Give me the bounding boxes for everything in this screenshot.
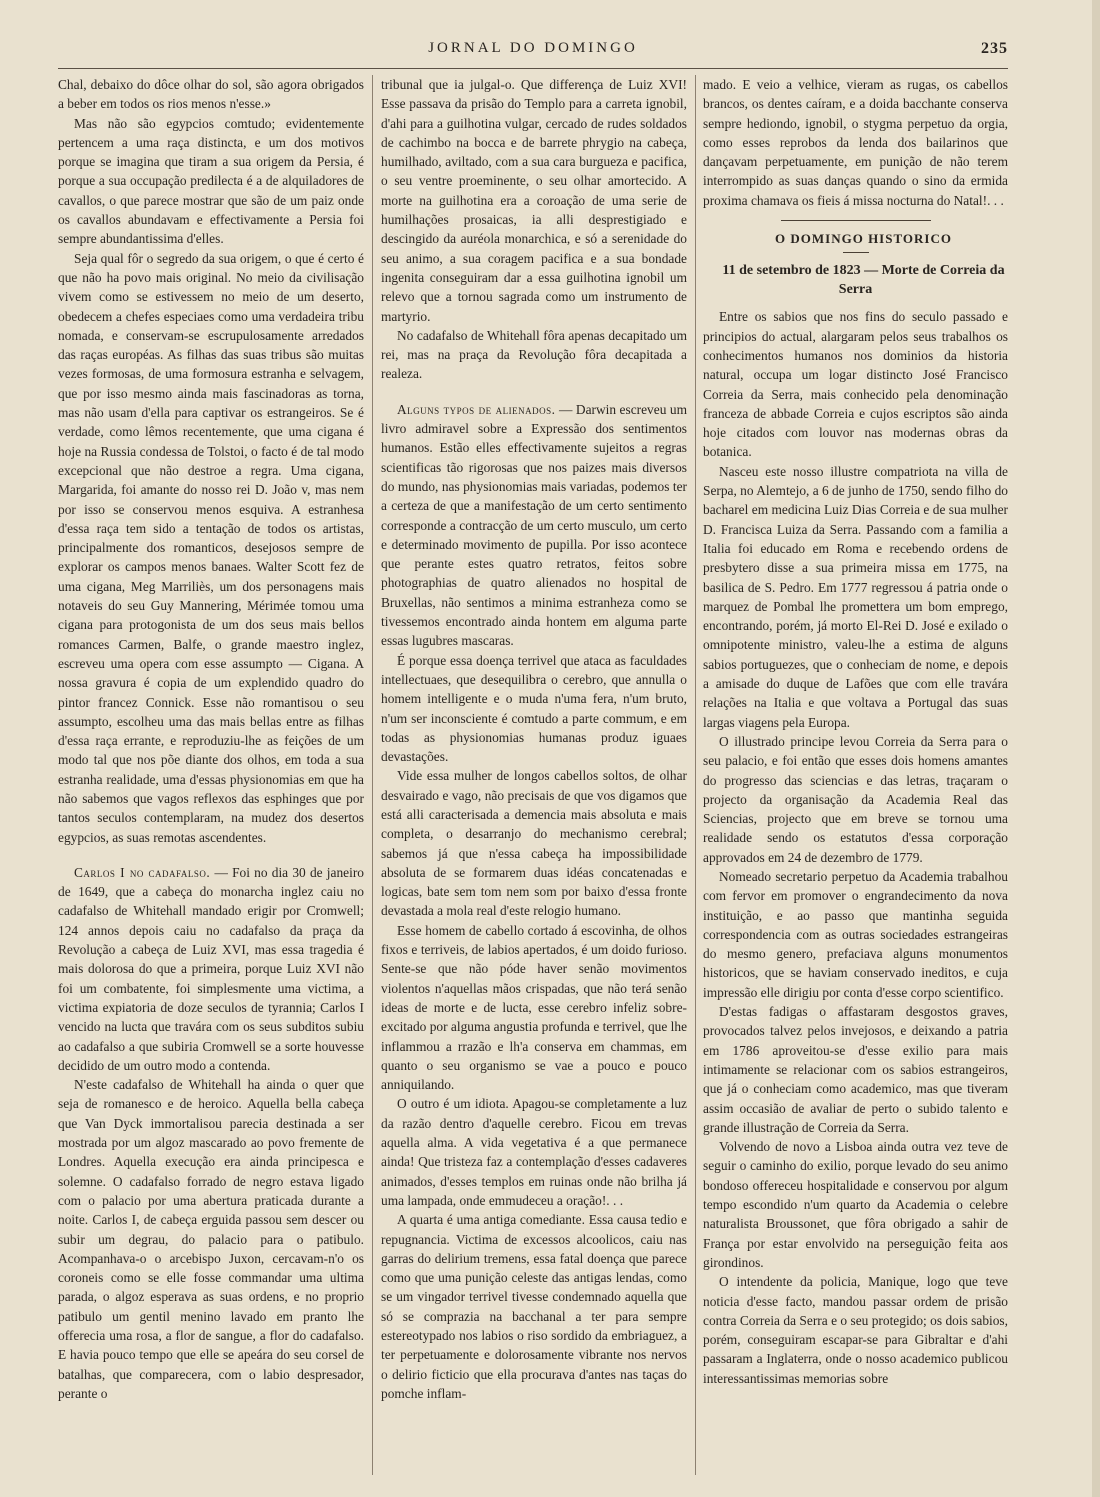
paragraph: D'estas fadigas o affastaram desgostos graves, provocados talvez pelos invejosos, e deixando a patria em 1786 aproveitou-se d'esse exilio para mais intimamente se relacionar com os sabios estrangeiros, que já o conheciam como academico, mas que tiveram assim occasião de avaliar de perto o subido talento e grande illustração de Correia da Serra.: [703, 1004, 1008, 1135]
column-divider: [695, 75, 696, 1475]
paragraph: Seja qual fôr o segredo da sua origem, o que é certo é que não ha povo mais original. No meio da civilisação vivem como se estivessem no meio de um deserto, obedecem a chefes especiaes como uma verdadeira tribu nomada, e conservam-se escrupulosamente arredados das raças européas. As filhas das suas tribus são muitas vezes formosas, de uma formosura estranha e selvagem, que por isso mesmo ainda mais fascinadoras as torna, mas não usam d'ella para captivar os estrangeiros. Se é verdade, como lêmos recentemente, que uma cigana é hoje na Russia condessa de Tolstoi, o facto é de tal modo excepcional que não destroe a regra. Uma cigana, Margarida, foi amante do nosso rei D. João v, mas nem por isso se conservou menos esquiva. A estranhesa d'essa raça tem sido a tentação de todos os artistas, principalmente dos romanticos, desejosos sempre de explorar os campos menos banaes. Walter Scott fez de uma cigana, Meg Marriliès, um dos personagens mais notaveis do seu Guy Mannering, Mérimée tomou uma cigana para protogonista de um dos seus mais bellos romances Carmen, Balfe, o grande maestro inglez, escreveu uma opera com esse assumpto — Cigana. A nossa gravura é copia de um explendido quadro do pintor francez Connick. Esse não romantisou o seu assumpto, escolheu uma das mais bellas entre as filhas d'essa raça errante, e reproduziu-lhe as feições de um modo tal que nos põe diante dos olhos, em toda a sua estranha realidade, uma d'essas physionomias em que ha não sabemos que vagos reflexos das esphinges que por tantos seculos contemplaram, na mudez dos desertos egypcios, as suas remotas ascendentes.: [58, 250, 364, 845]
paragraph: O illustrado principe levou Correia da Serra para o seu palacio, e foi então que esses dois homens amantes do progresso das sciencias e das letras, traçaram o projecto da organisação da Academia Real das Sciencias, projecto que em breve se tornou uma realidade sendo os estatutos d'essa corporação approvados em 24 de dezembro de 1779.: [703, 733, 1008, 865]
paragraph: É porque essa doença terrivel que ataca as faculdades intellectuaes, que desequilibra o cerebro, que annulla o homem intelligente e o muda n'uma fera, n'um bruto, n'um ser inconsciente é comtudo a parte commum, e em todas as physionomias humanas produz iguaes devastações.: [381, 652, 687, 765]
paragraph: Entre os sabios que nos fins do seculo passado e principios do actual, alargaram pelos seus trabalhos os conhecimentos humanos nos dominios da historia natural, occupa um logar distincto José Francisco Correia da Serra, mais conhecido pela denominação franceza de abbade Correia e cujos escriptos são ainda hoje citados com louvor nas modernas obras da botanica.: [703, 309, 1008, 460]
paragraph: A quarta é uma antiga comediante. Essa causa tedio e repugnancia. Victima de excessos alcoolicos, caiu nas garras do delirium tremens, essa fatal doença que parece como que uma punição celeste das antigas lendas, como se um vingador terrivel tivesse condemnado aquella que só se comprazia na bacchanal a ter para sempre estereotypado nos labios o riso sordido da embriaguez, a ter perpetuamente e dolorosamente vibrante nos nervos o delirio ficticio que ella procurava d'antes nas taças do pomche inflam-: [381, 1212, 687, 1401]
paragraph: Nomeado secretario perpetuo da Academia trabalhou com fervor em promover o engrandecimento da nova instituição, e ao passo que mantinha seguida correspondencia com as outras sociedades estrangeiras do mesmo genero, prefaciava alguns monumentos historicos, que se haviam conservado ineditos, e cuja impressão elle dirigiu por conta d'esse corpo scientifico.: [703, 868, 1008, 1000]
paragraph: Chal, debaixo do dôce olhar do sol, são agora obrigados a beber em todos os rios menos n'esse.»: [58, 77, 364, 112]
article-heading: Alguns typos de alienados.: [397, 401, 556, 417]
section-title: O DOMINGO HISTORICO: [775, 231, 952, 247]
column-divider: [372, 75, 373, 1475]
title-underline: [843, 252, 869, 253]
page-edge: [1092, 0, 1100, 1497]
paragraph: Volvendo de novo a Lisboa ainda outra vez teve de seguir o caminho do exilio, porque levado do seu animo bondoso offereceu hospitalidade e conservou por algum tempo escondido n'um quarto da Academia o celebre naturalista Broussonet, que fôra obrigado a sahir de França por estar envolvido na perseguição feita aos girondinos.: [703, 1139, 1008, 1270]
paragraph: O intendente da policia, Manique, logo que teve noticia d'esse facto, mandou passar ordem de prisão contra Correia da Serra e o seu protegido; os dois sabios, porém, conseguiram escapar-se para Gibraltar e d'ahi passaram a Inglaterra, onde o nosso academico publicou interessantissimas memorias sobre: [703, 1274, 1008, 1386]
article-heading: Carlos I no cadafalso.: [74, 864, 211, 880]
paragraph: mado. E veio a velhice, vieram as rugas, os cabellos brancos, os dentes caíram, e a doida bacchante conserva sempre hediondo, ignobil, o stygma perpetuo da orgia, como esses reprobos da lenda dos bailarinos que dançavam perpetuamente, em punição de não terem interrompido as suas danças quando o sino da ermida proxima chamava os fieis á missa nocturna do Natal!. . .: [703, 77, 1008, 208]
paragraph-text: — Foi no dia 30 de janeiro de 1649, que a cabeça do monarcha inglez caiu no cadafalso de Whitehall mandado erigir por Cromwell; 124 annos depois caiu no cadafalso da praça da Revolução a cabeça de Luiz XVI, mas essa tragedia é mais dolorosa do que a primeira, porque Luiz XVI não foi um combatente, foi simplesmente uma victima, a victima expiatoria de doze seculos de tyrannia; Carlos I vencido na lucta que travára com os seus subditos subiu ao cadafalso a que subiria Cromwell se a sorte houvesse decidido de um outro modo a contenda.: [58, 864, 364, 1073]
paragraph: Mas não são egypcios comtudo; evidentemente pertencem a uma raça distincta, e um dos motivos porque se imagina que tiram a sua origem da Persia, é porque a sua occupação predilecta é a de alquiladores de cavallos, o que parece mostrar que são de um paiz onde os cavallos abundavam e effectivamente a Persia foi sempre abundantissima d'elles.: [58, 115, 364, 247]
header-rule: [58, 68, 1008, 69]
column-left: [58, 75, 364, 1475]
section-separator: [781, 220, 931, 221]
journal-title: JORNAL DO DOMINGO: [428, 40, 638, 56]
article-subtitle: 11 de setembro de 1823 — Morte de Correia da Serra: [722, 263, 1005, 298]
paragraph: tribunal que ia julgal-o. Que differença de Luiz XVI! Esse passava da prisão do Templo para a carreta ignobil, d'ahi para a guilhotina vulgar, cercado de rudes soldados de cachimbo na bocca e de barrete phrygio na cabeça, humilhado, aviltado, com a sua cara burgueza e pacifica, o seu ventre proeminente, o seu olhar amortecido. A morte na guilhotina era a coroação de uma serie de humilhações prosaicas, ia alli desprestigiado e descingido da auréola monarchica, e só a serenidade do seu animo, a sua coragem pacifica e a sua bondade ingenita conseguiram dar a essa guilhotina ignobil um relevo que a tornou sagrada como um instrumento de martyrio.: [381, 77, 687, 324]
paragraph: No cadafalso de Whitehall fôra apenas decapitado um rei, mas na praça da Revolução fôra decapitada a realeza.: [381, 327, 687, 382]
paragraph-text: — Darwin escreveu um livro admiravel sobre a Expressão dos sentimentos humanos. Estão elles effectivamente sujeitos a regras scientificas tão rigorosas que nos paizes mais diversos do mundo, nas physionomias mais variadas, podemos ter a certeza de que a manifestação de um certo sentimento corresponde a contracção de um certo musculo, um certo e determinado movimento de pupilla. Por isso acontece que perante estes quatro retratos, feitos sobre photographias de quatro alienados no hospital de Bruxellas, não sentimos a minima estranheza como se tivessemos encontrado ainda hontem em alguma parte essas lugubres mascaras.: [381, 401, 687, 649]
column-middle: [381, 75, 687, 1475]
paragraph: O outro é um idiota. Apagou-se completamente a luz da razão dentro d'aquelle cerebro. Ficou em trevas aquella alma. A vida vegetativa é a que permanece ainda! Que tristeza faz a contemplação d'esses cadaveres animados, d'esses templos em ruinas onde não brilha já uma lampada, onde emmudeceu a oração!. . .: [381, 1096, 687, 1208]
paragraph: Vide essa mulher de longos cabellos soltos, de olhar desvairado e vago, não precisais de que vos digamos que está alli caracterisada a demencia mais absoluta e mais completa, o desarranjo do mechanismo cerebral; sabemos já que n'essa cabeça ha impossibilidade absoluta de se formarem duas idéas concatenadas e logicas, bate sem tom nem som por baixo d'essa fronte devastada a mola real d'este relogio humano.: [381, 768, 687, 919]
page-header: [58, 40, 1008, 64]
article-alienados: [381, 400, 687, 651]
paragraph: N'este cadafalso de Whitehall ha ainda o quer que seja de romanesco e de heroico. Aquella bella cabeça que Van Dyck immortalisou parecia destinada a ser mostrada por um algoz mascarado ao povo fremente de Londres. Aquella execução era ainda principesca e solemne. O cadafalso forrado de negro estava ligado com o palacio por uma abertura praticada durante a noite. Carlos I, de cabeça erguida passou sem descer ou subir um degrau, do palacio para o patibulo. Acompanhava-o o arcebispo Juxon, cercavam-n'o os coroneis como se elle fosse commandar uma ultima parada, o algoz esperava as suas ordens, e no proprio patibulo um gentil menino lavado em pranto lhe offerecia uma rosa, a flor de sangue, a flor do cadafalso. E havia pouco tempo que elle se apeára do seu corsel de batalhas, que comparecera, com o labio despresador, perante o: [58, 1077, 364, 1401]
column-right: [703, 75, 1008, 1475]
paragraph: Esse homem de cabello cortado á escovinha, de olhos fixos e terriveis, de labios apertados, é um doido furioso. Sente-se que não póde haver senão movimentos violentos n'aquellas mãos crispadas, que não terá senão ideas de morte e de lucta, esse cerebro infeliz sobre-excitado por alguma angustia profunda e terrivel, que lhe inflammou a rrazão e lh'a conserva em chammas, em quanto o seu organismo se vae a pouco e pouco anniquilando.: [381, 922, 687, 1093]
page-number: 235: [981, 40, 1008, 57]
paragraph: Nasceu este nosso illustre compatriota na villa de Serpa, no Alemtejo, a 6 de junho de 1750, sendo filho do bacharel em medicina Luiz Dias Correia e de sua mulher D. Francisca Luiza da Serra. Passando com a familia a Italia foi educado em Roma e recebendo ordens de presbytero disse a sua primeira missa em 1775, na basilica de S. Pedro. Em 1777 regressou á patria onde o marquez de Pombal lhe promettera um bom emprego, encontrando, porém, já morto El-Rei D. José e exilado o omnipotente ministro, valeu-lhe a estima de alguns sabios portuguezes, que o conheciam de nome, e depois a amisade do duque de Lafões que com elle travára relações na Italia e que voltava a Portugal das suas largas viagens pela Europa.: [703, 463, 1008, 730]
article-carlos-i: [58, 863, 364, 1075]
